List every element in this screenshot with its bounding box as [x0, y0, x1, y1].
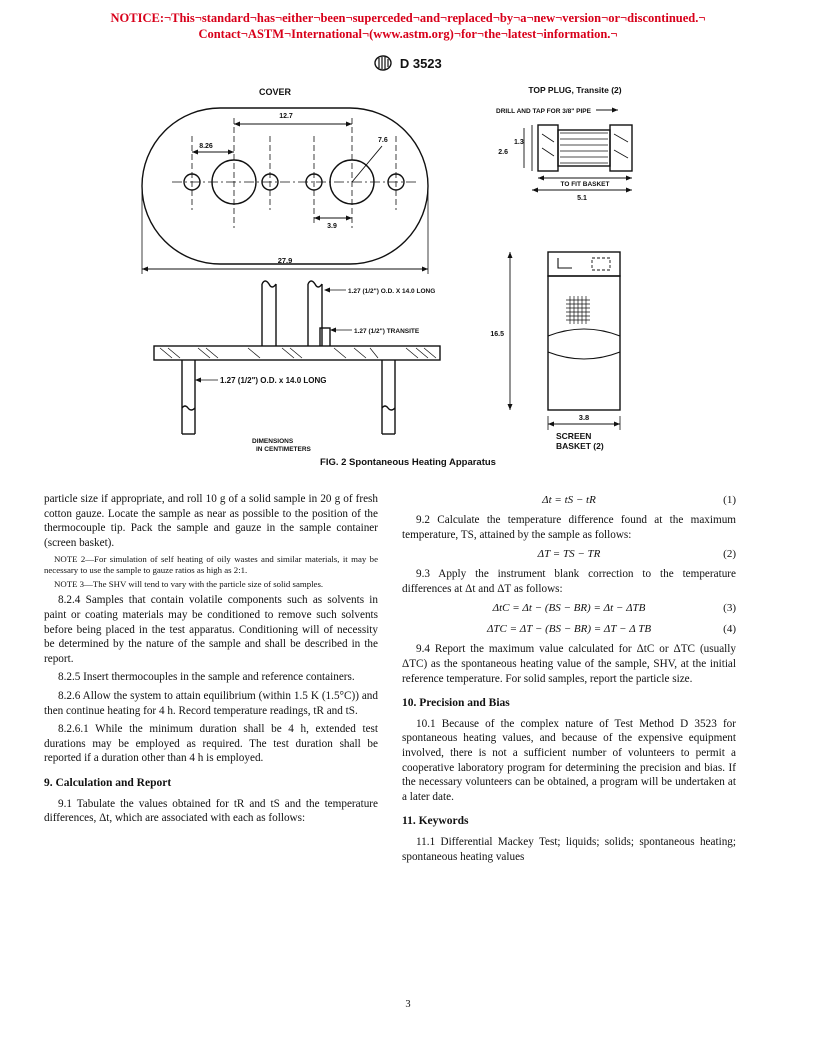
equation-2 — [402, 546, 736, 562]
label-dim-27-9: 27.9 — [277, 256, 293, 265]
equation-2-number: (2) — [723, 548, 736, 561]
label-transite: 1.27 (1/2") TRANSITE — [354, 328, 420, 335]
label-dim-3-9: 3.9 — [327, 223, 337, 230]
label-to-fit-basket: TO FIT BASKET — [560, 181, 610, 188]
label-dim-8-26: 8.26 — [199, 143, 213, 150]
apparatus-figure — [120, 78, 720, 470]
label-dim-16-5: 16.5 — [490, 331, 504, 338]
section-heading-9: 9. Calculation and Report — [44, 776, 172, 789]
equation-2-expression: ΔT = TS − TR — [537, 548, 601, 561]
equation-1-number: (1) — [723, 494, 736, 506]
basket-top-plug — [548, 252, 620, 276]
document-header — [0, 55, 816, 74]
equation-1 — [402, 492, 736, 508]
notice-line-1: NOTICE:¬This¬standard¬has¬either¬been¬superceded¬and¬replaced¬by¬a¬new¬version¬or¬discontinued.¬ — [110, 11, 706, 25]
apparatus-drawing — [120, 78, 720, 470]
paragraph-sample-prep: particle size if appropriate, and roll 10 g of a solid sample in 20 g of fresh cotton gauze. Locate the sample as near as possible to the position of the thermocouple tip. Pack the sample and gauze in the sample container (screen basket). — [44, 493, 378, 549]
paragraph-9-4: 9.4 Report the maximum value calculated for ΔtC or ΔTC (usually ΔTC) as the spontaneous heating value of the sample, SHV, at the initial reference temperature. For solid samples, report the particle size. — [402, 643, 736, 685]
paragraph-8-2-5: 8.2.5 Insert thermocouples in the sample and reference containers. — [58, 671, 355, 684]
label-basket: BASKET (2) — [556, 441, 604, 451]
paragraph-8-2-4: 8.2.4 Samples that contain volatile components such as solvents in paint or coating materials may be conditioned to remove such solvents before being placed in the test apparatus. Conditioning will of necessity be determined by the nature of the sample and shall be described in the report. — [44, 594, 378, 665]
figure-caption: FIG. 2 Spontaneous Heating Apparatus — [320, 457, 496, 468]
label-tube-low: 1.27 (1/2") O.D. x 14.0 LONG — [220, 376, 327, 385]
equation-4-number: (4) — [723, 623, 736, 636]
label-tube-top: 1.27 (1/2") O.D. X 14.0 LONG — [348, 288, 436, 295]
label-dim-2-6: 2.6 — [498, 149, 508, 156]
label-drill-tap: DRILL AND TAP FOR 3/8" PIPE — [496, 108, 591, 115]
equation-3 — [402, 600, 736, 616]
astm-logo — [374, 55, 392, 74]
label-dim-3-8: 3.8 — [578, 413, 590, 422]
label-cover: COVER — [258, 87, 292, 97]
paragraph-9-2: 9.2 Calculate the temperature difference found at the maximum temperature, TS, attained by the sample as follows: — [402, 514, 736, 541]
label-dim-12-7: 12.7 — [279, 113, 293, 120]
paragraph-10-1: 10.1 Because of the complex nature of Test Method D 3523 for spontaneous heating values, and because of the expensive equipment involved, there is not a sufficient number of volunteers to permit a cooperative laboratory program for determining the precision and bias. If the necessary volunteers can be obtained, a program will be undertaken at a later date. — [402, 717, 736, 803]
equation-1-expression: Δt = tS − tR — [542, 494, 596, 506]
notice-banner — [0, 10, 816, 42]
cover-plate-side — [154, 346, 440, 360]
label-top-plug: TOP PLUG, Transite (2) — [528, 85, 622, 95]
equation-4-expression: ΔTC = ΔT − (BS − BR) = ΔT − Δ TB — [486, 623, 652, 636]
notice-line-2: Contact¬ASTM¬International¬(www.astm.org)¬for¬the¬latest¬information.¬ — [198, 27, 618, 41]
paragraph-9-3: 9.3 Apply the instrument blank correction to the temperature differences at Δt and ΔT as follows: — [402, 568, 736, 595]
note-2: NOTE 2—For simulation of self heating of oily wastes and similar materials, it may be necessary to use the sample to gauze ratios as high as 2:1. — [44, 554, 378, 576]
right-column — [402, 492, 736, 868]
paragraph-9-1: 9.1 Tabulate the values obtained for tR and tS and the temperature differences, Δt, which are associated with each as follows: — [44, 797, 378, 825]
label-dimensions: DIMENSIONS — [252, 438, 294, 445]
paragraph-8-2-6: 8.2.6 Allow the system to attain equilibrium (within 1.5 K (1.5°C)) and then continue heating for 4 h. Record temperature readings, tR and tS. — [44, 689, 378, 717]
document-designation: D 3523 — [399, 55, 442, 71]
paragraph-11-1: 11.1 Differential Mackey Test; liquids; solids; spontaneous heating; spontaneous heating values — [402, 835, 736, 863]
left-column — [44, 492, 378, 830]
label-dim-1-3: 1.3 — [514, 139, 524, 146]
section-heading-11: 11. Keywords — [402, 815, 469, 828]
equation-3-expression: ΔtC = Δt − (BS − BR) = Δt − ΔTB — [492, 602, 646, 615]
screen-basket — [548, 276, 620, 410]
equation-4 — [402, 621, 736, 637]
label-dim-5-1: 5.1 — [577, 195, 587, 202]
paragraph-8-2-6-1: 8.2.6.1 While the minimum duration shall be 4 h, extended test durations may be employed as required. The test duration shall be reported if a duration other than 4 h is employed. — [44, 723, 378, 765]
label-dim-7-6: 7.6 — [378, 137, 388, 144]
note-3: NOTE 3—The SHV will tend to vary with the particle size of solid samples. — [54, 579, 324, 590]
section-heading-10: 10. Precision and Bias — [402, 697, 510, 710]
label-in-centimeters: IN CENTIMETERS — [256, 446, 311, 453]
label-screen: SCREEN — [556, 431, 592, 441]
equation-3-number: (3) — [723, 602, 736, 615]
page-number: 3 — [405, 999, 411, 1010]
